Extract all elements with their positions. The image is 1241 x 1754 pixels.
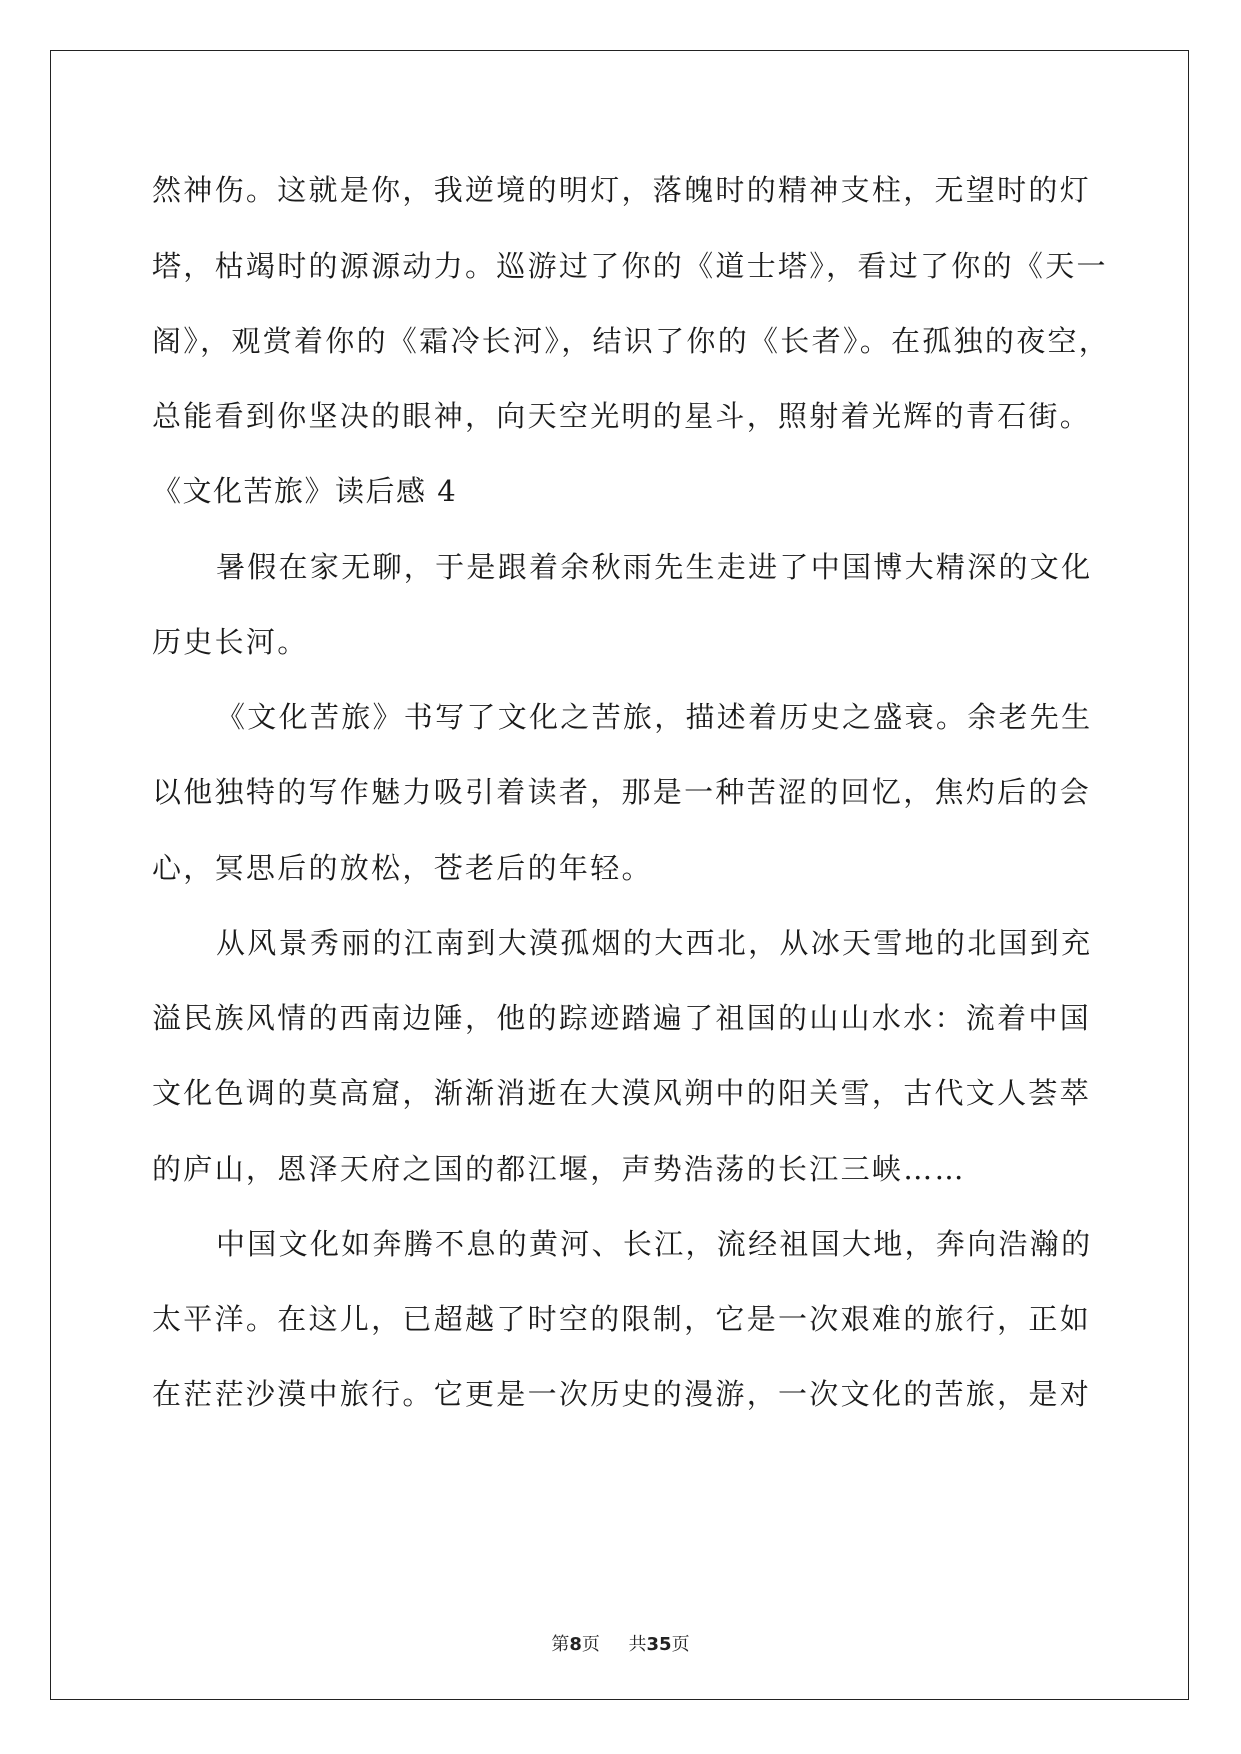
total-label-prefix: 共 <box>628 1634 647 1655</box>
text-line: 《文化苦旅》书写了文化之苦旅，描述着历史之盛衰。余老先生 <box>216 700 1093 734</box>
text-line: 在茫茫沙漠中旅行。它更是一次历史的漫游，一次文化的苦旅，是对 <box>152 1377 1092 1411</box>
page-footer <box>0 1630 1241 1656</box>
text-line: 中国文化如奔腾不息的黄河、长江，流经祖国大地，奔向浩瀚的 <box>216 1227 1093 1261</box>
total-label-suffix: 页 <box>671 1634 690 1655</box>
text-line: 暑假在家无聊，于是跟着余秋雨先生走进了中国博大精深的文化 <box>216 550 1093 584</box>
text-line: 以他独特的写作魅力吸引着读者，那是一种苦涩的回忆，焦灼后的会 <box>152 775 1092 809</box>
text-line: 太平洋。在这儿，已超越了时空的限制，它是一次艰难的旅行，正如 <box>152 1302 1092 1336</box>
text-line: 的庐山，恩泽天府之国的都江堰，声势浩荡的长江三峡…… <box>152 1152 966 1186</box>
total-page-number: 35 <box>646 1634 672 1655</box>
text-line: 从风景秀丽的江南到大漠孤烟的大西北，从冰天雪地的北国到充 <box>216 926 1093 960</box>
page-label-suffix: 页 <box>581 1634 600 1655</box>
text-line: 文化色调的莫高窟，渐渐消逝在大漠风朔中的阳关雪，古代文人荟萃 <box>152 1076 1092 1110</box>
text-line: 溢民族风情的西南边陲，他的踪迹踏遍了祖国的山山水水：流着中国 <box>152 1001 1092 1035</box>
text-line: 历史长河。 <box>152 625 309 659</box>
text-line: 阁》，观赏着你的《霜冷长河》，结识了你的《长者》。在孤独的夜空， <box>152 324 1111 358</box>
text-line: 总能看到你坚决的眼神，向天空光明的星斗，照射着光辉的青石街。 <box>152 399 1092 433</box>
text-line: 心，冥思后的放松，苍老后的年轻。 <box>152 851 653 885</box>
current-page-number: 8 <box>569 1634 582 1655</box>
text-line: 塔，枯竭时的源源动力。巡游过了你的《道士塔》，看过了你的《天一 <box>152 249 1108 283</box>
text-line: 然神伤。这就是你，我逆境的明灯，落魄时的精神支柱，无望时的灯 <box>152 173 1092 207</box>
section-heading: 《文化苦旅》读后感 4 <box>152 474 458 508</box>
page-label-prefix: 第 <box>551 1634 570 1655</box>
